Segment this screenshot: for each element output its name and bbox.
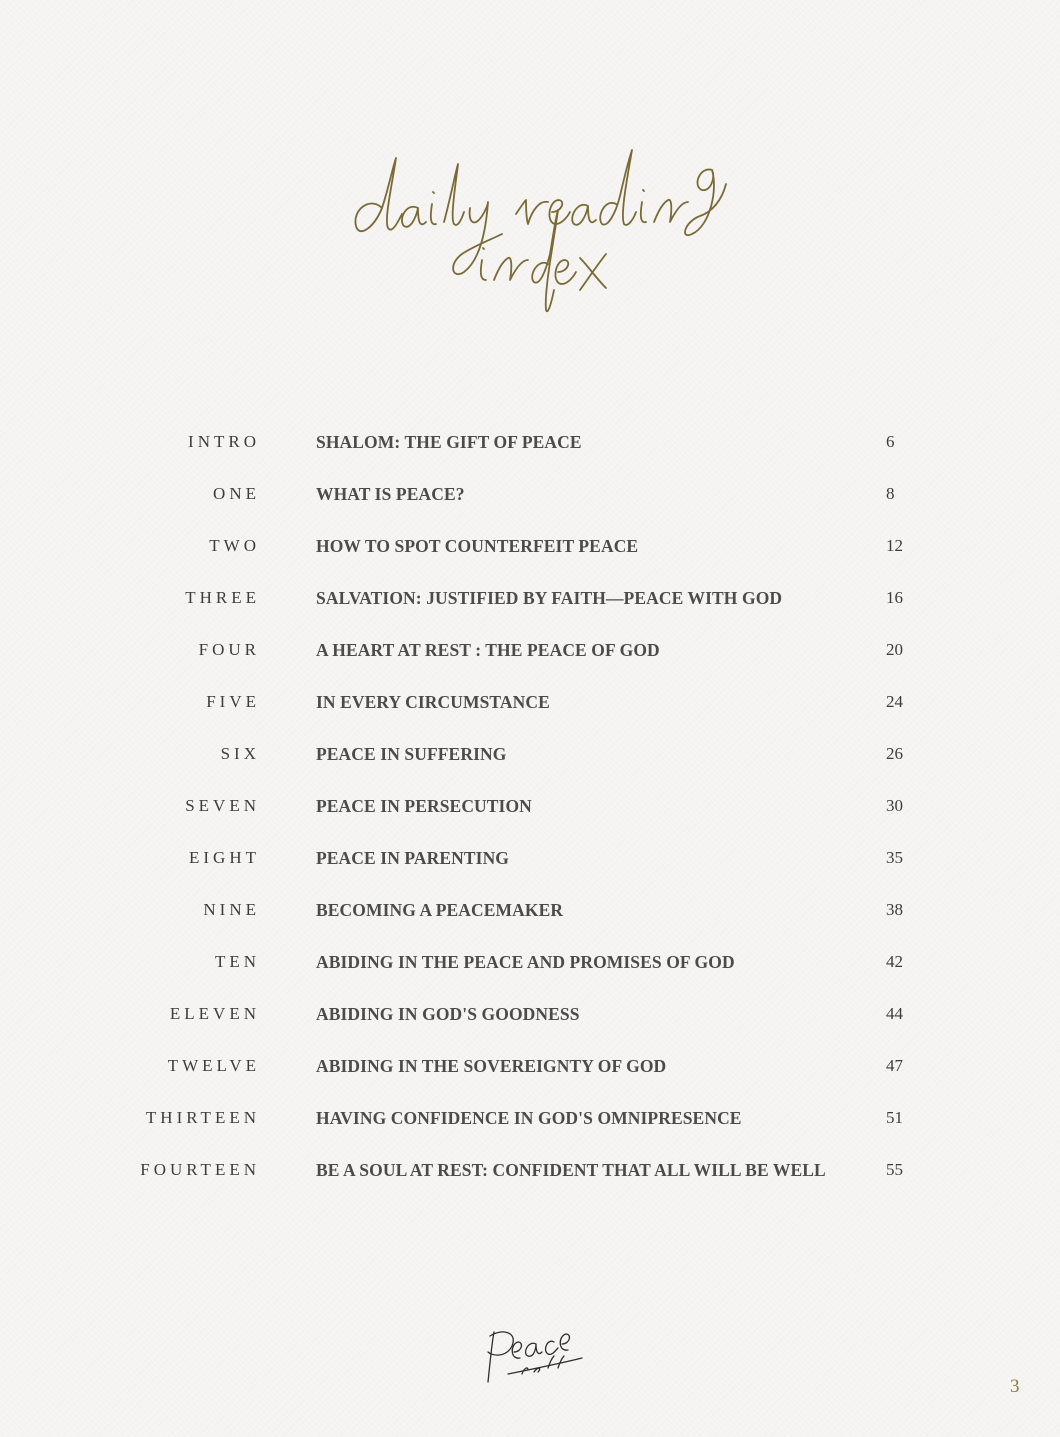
page-number: 24 [886, 692, 903, 711]
page-number: 6 [886, 432, 895, 451]
toc-row-intro[interactable] [0, 420, 1060, 472]
page-number: 26 [886, 744, 903, 763]
toc-row-fourteen[interactable] [0, 1148, 1060, 1200]
footer-page-number: 3 [1010, 1376, 1020, 1397]
chapter-label: NINE [203, 900, 260, 919]
daily-reading-index-script [340, 130, 730, 320]
chapter-title[interactable]: ABIDING IN THE SOVEREIGNTY OF GOD [316, 1056, 667, 1076]
chapter-title[interactable]: ABIDING IN THE PEACE AND PROMISES OF GOD [316, 952, 735, 972]
toc-row-eleven[interactable] [0, 992, 1060, 1044]
chapter-title[interactable]: WHAT IS PEACE? [316, 484, 465, 504]
page-number: 12 [886, 536, 903, 555]
toc-row-ten[interactable] [0, 940, 1060, 992]
logo-script-mark [478, 1322, 598, 1392]
page-number: 30 [886, 796, 903, 815]
page-number: 35 [886, 848, 903, 867]
chapter-title[interactable]: SHALOM: THE GIFT OF PEACE [316, 432, 582, 452]
page-title [340, 130, 730, 320]
page-number: 8 [886, 484, 895, 503]
toc-row-eight[interactable] [0, 836, 1060, 888]
page-number: 38 [886, 900, 903, 919]
logo-text [598, 1322, 599, 1323]
table-of-contents [0, 420, 1060, 1200]
chapter-title[interactable]: HAVING CONFIDENCE IN GOD'S OMNIPRESENCE [316, 1108, 742, 1128]
toc-row-seven[interactable] [0, 784, 1060, 836]
toc-row-two[interactable] [0, 524, 1060, 576]
toc-row-twelve[interactable] [0, 1044, 1060, 1096]
page-number: 51 [886, 1108, 903, 1127]
chapter-label: TWELVE [167, 1056, 260, 1075]
chapter-label: THREE [185, 588, 260, 607]
chapter-label: TWO [209, 536, 260, 555]
title-line-2 [340, 320, 341, 321]
chapter-label: INTRO [188, 432, 260, 451]
peace-be-still-logo [478, 1322, 598, 1392]
page-number: 47 [886, 1056, 903, 1075]
title-line-1 [340, 320, 341, 321]
chapter-title[interactable]: PEACE IN PARENTING [316, 848, 510, 868]
chapter-title[interactable]: ABIDING IN GOD'S GOODNESS [316, 1004, 580, 1024]
page-number: 20 [886, 640, 903, 659]
chapter-label: ELEVEN [169, 1004, 260, 1023]
toc-row-nine[interactable] [0, 888, 1060, 940]
chapter-label: FOUR [198, 640, 260, 659]
toc-row-thirteen[interactable] [0, 1096, 1060, 1148]
page-number: 55 [886, 1160, 903, 1179]
chapter-label: SEVEN [185, 796, 260, 815]
toc-row-three[interactable] [0, 576, 1060, 628]
chapter-title[interactable]: IN EVERY CIRCUMSTANCE [316, 692, 550, 712]
chapter-title[interactable]: SALVATION: JUSTIFIED BY FAITH—PEACE WITH GOD [316, 588, 783, 608]
chapter-label: EIGHT [189, 848, 260, 867]
chapter-label: FOURTEEN [140, 1160, 260, 1179]
chapter-title[interactable]: A HEART AT REST : THE PEACE OF GOD [316, 640, 660, 660]
toc-row-five[interactable] [0, 680, 1060, 732]
page-number: 44 [886, 1004, 903, 1023]
chapter-title[interactable]: PEACE IN SUFFERING [316, 744, 507, 764]
chapter-label: ONE [213, 484, 260, 503]
chapter-label: SIX [220, 744, 260, 763]
toc-row-one[interactable] [0, 472, 1060, 524]
chapter-label: TEN [214, 952, 260, 971]
chapter-label: THIRTEEN [145, 1108, 260, 1127]
page-number: 42 [886, 952, 903, 971]
chapter-title[interactable]: HOW TO SPOT COUNTERFEIT PEACE [316, 536, 639, 556]
page-number: 16 [886, 588, 903, 607]
chapter-title[interactable]: BECOMING A PEACEMAKER [316, 900, 564, 920]
chapter-label: FIVE [206, 692, 260, 711]
chapter-title[interactable]: BE A SOUL AT REST: CONFIDENT THAT ALL WILL BE WELL [316, 1160, 826, 1180]
toc-row-six[interactable] [0, 732, 1060, 784]
chapter-title[interactable]: PEACE IN PERSECUTION [316, 796, 532, 816]
toc-row-four[interactable] [0, 628, 1060, 680]
